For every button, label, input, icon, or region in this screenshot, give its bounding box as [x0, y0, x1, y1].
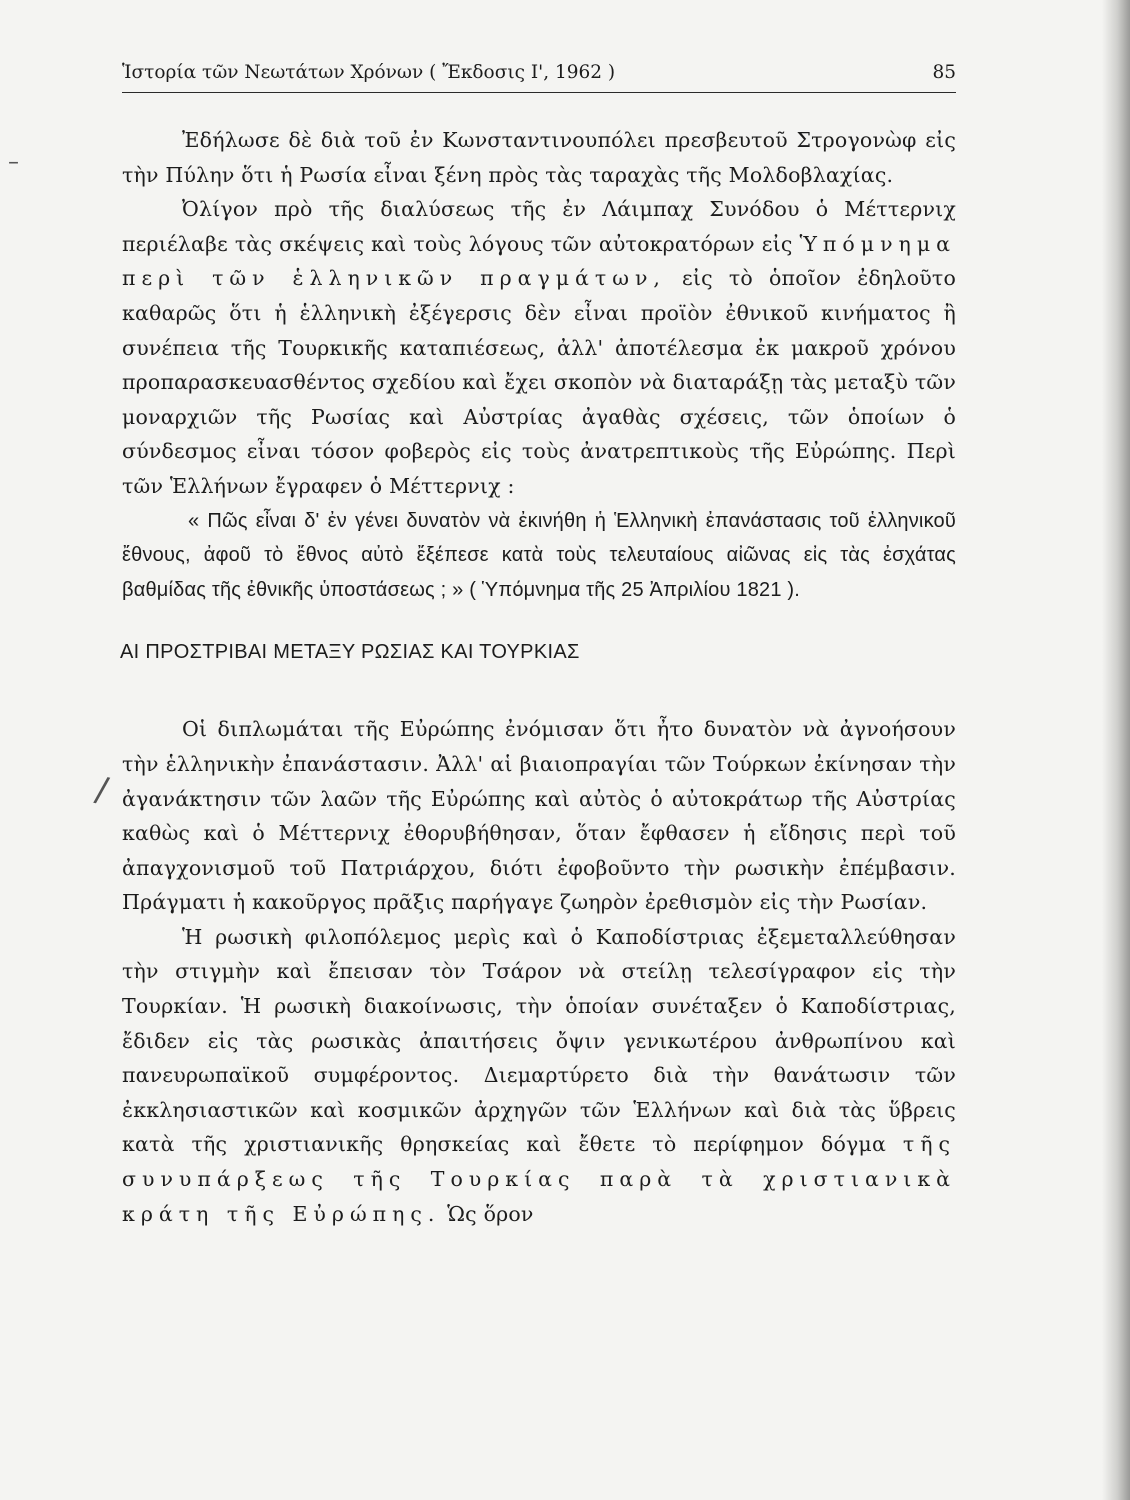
paragraph: Ἐδήλωσε δὲ διὰ τοῦ ἐν Κωνσταντινουπόλει πρεσβευτοῦ Στρογονὼφ εἰς τὴν Πύλην ὅτι ἡ Ρωσία εἶναι ξένη πρὸς τὰς ταραχὰς τῆς Μολδοβλαχίας.	[122, 128, 956, 187]
page-edge-shadow	[1102, 0, 1130, 1500]
spaced-title: Ὑπόμνημα περὶ τῶν ἑλληνικῶν πραγμάτων,	[122, 231, 956, 291]
paragraph-text: Ὡς ὅρον	[447, 1201, 534, 1226]
body-block-1	[122, 123, 956, 504]
paragraph-text: εἰς τὸ ὁποῖον ἐδηλοῦτο καθαρῶς ὅτι ἡ ἑλληνικὴ ἐξέγερσις δὲν εἶναι προϊὸν ἐθνικοῦ κινήματος ἢ συνέπεια τῆς Τουρκικῆς καταπιέσεως, ἀλλ' ἀποτέλεσμα ἐκ μακροῦ χρόνου προπαρασκευασθέντος σχεδίου καὶ ἔχει σκοπὸν νὰ διαταράξῃ τὰς μεταξὺ τῶν μοναρχιῶν τῆς Ρωσίας καὶ Αὐστρίας ἀγαθὰς σχέσεις, τῶν ὁποίων ὁ σύνδεσμος εἶναι τόσον φοβερὸς εἰς τοὺς ἀνατρεπτικοὺς τῆς Εὐρώπης. Περὶ τῶν Ἑλλήνων ἔγραφεν ὁ Μέττερνιχ :	[122, 266, 956, 498]
paragraph	[122, 920, 956, 1231]
running-header	[122, 52, 956, 93]
quotation	[122, 504, 956, 608]
margin-dash-mark: –	[8, 150, 19, 175]
body-block-2	[122, 712, 956, 1231]
margin-pencil-mark: /	[91, 769, 112, 811]
page-number: 85	[932, 62, 956, 83]
spaced-phrase: τῆς συνυπάρξεως τῆς Τουρκίας παρὰ τὰ χριστιανικὰ κράτη τῆς Εὐρώπης.	[122, 1132, 956, 1226]
section-heading: ΑΙ ΠΡΟΣΤΡΙΒΑΙ ΜΕΤΑΞΥ ΡΩΣΙΑΣ ΚΑΙ ΤΟΥΡΚΙΑΣ	[120, 641, 580, 664]
book-page	[122, 52, 956, 1231]
running-title: Ἱστορία τῶν Νεωτάτων Χρόνων ( Ἔκδοσις Ι', 1962 )	[122, 62, 616, 83]
paragraph-text: Ὀλίγον πρὸ τῆς διαλύσεως τῆς ἐν Λάιμπαχ Συνόδου ὁ Μέττερνιχ περιέλαβε τὰς σκέψεις καὶ τοὺς λόγους τῶν αὐτοκρατόρων εἰς	[122, 197, 956, 256]
paragraph	[122, 192, 956, 503]
paragraph-text: Ἡ ρωσικὴ φιλοπόλεμος μερὶς καὶ ὁ Καποδίστριας ἐξεμεταλλεύθησαν τὴν στιγμὴν καὶ ἔπεισαν τὸν Τσάρον νὰ στείλῃ τελεσίγραφον εἰς τὴν Τουρκίαν. Ἡ ρωσικὴ διακοίνωσις, τὴν ὁποίαν συνέταξεν ὁ Καποδίστριας, ἔδιδεν εἰς τὰς ρωσικὰς ἀπαιτήσεις ὄψιν γενικωτέρου ἀνθρωπίνου καὶ πανευρωπαϊκοῦ συμφέροντος. Διεμαρτύρετο διὰ τὴν θανάτωσιν τῶν ἐκκλησιαστικῶν καὶ κοσμικῶν ἀρχηγῶν τῶν Ἑλλήνων καὶ διὰ τὰς ὕβρεις κατὰ τῆς χριστιανικῆς θρησκείας καὶ ἔθετε τὸ περίφημον δόγμα	[122, 924, 956, 1157]
paragraph: Οἱ διπλωμάται τῆς Εὐρώπης ἐνόμισαν ὅτι ἦτο δυνατὸν νὰ ἀγνοήσουν τὴν ἑλληνικὴν ἐπανάστασιν. Ἀλλ' αἱ βιαιοπραγίαι τῶν Τούρκων ἐκίνησαν τὴν ἀγανάκτησιν τῶν λαῶν τῆς Εὐρώπης καὶ αὐτὸς ὁ αὐτοκράτωρ τῆς Αὐστρίας καθὼς καὶ ὁ Μέττερνιχ ἐθορυβήθησαν, ὅταν ἔφθασεν ἡ εἴδησις περὶ τοῦ ἀπαγχονισμοῦ τοῦ Πατριάρχου, διότι ἐφοβοῦντο τὴν ρωσικὴν ἐπέμβασιν. Πράγματι ἡ κακοῦργος πρᾶξις παρήγαγε ζωηρὸν ἐρεθισμὸν εἰς τὴν Ρωσίαν.	[122, 717, 956, 915]
quote-text: « Πῶς εἶναι δ' ἐν γένει δυνατὸν νὰ ἐκινήθη ἡ Ἑλληνικὴ ἐπανάστασις τοῦ ἑλληνικοῦ ἔθνους, ἀφοῦ τὸ ἔθνος αὐτὸ ἔξέπεσε κατὰ τοὺς τελευταίους αἰῶνας εἰς τὰς ἐσχάτας βαθμίδας τῆς ἐθνικῆς ὑποστάσεως ; » ( Ὑπόμνημα τῆς 25 Ἀπριλίου 1821 ).	[122, 509, 956, 601]
